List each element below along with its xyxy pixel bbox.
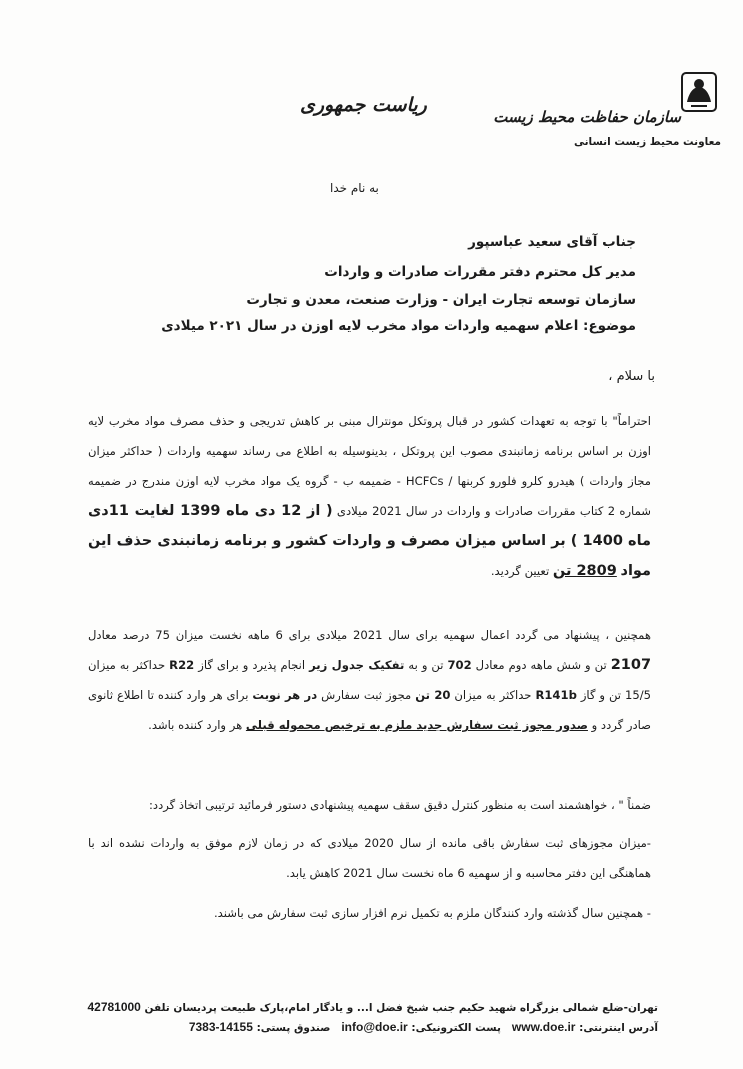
- letter-subject: موضوع: اعلام سهمیه واردات مواد مخرب لایه اوزن در سال ۲۰۲۱ میلادی: [161, 318, 636, 334]
- footer-address: [87, 1000, 658, 1014]
- addressee-organization: سازمان توسعه تجارت ایران - وزارت صنعت، معدن و تجارت: [246, 292, 636, 308]
- proposal-second-half-amount: 702: [447, 658, 472, 672]
- r141b-amount: 20 تن: [415, 688, 451, 702]
- proposal-table-ref: تفکیک جدول زیر: [309, 658, 405, 672]
- presidency-title: ریاست جمهوری: [300, 94, 427, 116]
- addressee-title: مدیر کل محترم دفتر مقررات صادرات و واردات: [324, 264, 636, 280]
- proposal-text-9: هر وارد کننده باشد.: [148, 718, 243, 732]
- proposal-first-half-amount: 2107: [610, 657, 652, 673]
- footer-website[interactable]: www.doe.ir: [511, 1020, 576, 1034]
- proposal-text-8: برای هر وارد کننده تا اطلاع ثانوی صادر گردد و: [88, 688, 651, 732]
- proposal-text-7: مجوز ثبت سفارش: [321, 688, 412, 702]
- proposal-text-1: همچنین ، پیشنهاد می گردد اعمال سهمیه برای سال 2021 میلادی برای 6 ماهه نخست میزان 75 درصد معادل: [88, 628, 651, 642]
- paragraph-quota-end: تعیین گردید.: [490, 564, 550, 578]
- proposal-text-2: تن و شش ماهه دوم معادل: [475, 658, 607, 672]
- footer-phone: 42781000: [87, 1000, 141, 1014]
- bename-heading: به نام خدا: [330, 181, 379, 195]
- paragraph-quota: [88, 406, 651, 586]
- footer-email[interactable]: info@doe.ir: [341, 1020, 408, 1034]
- salutation: با سلام ،: [608, 369, 655, 384]
- gas-r22: R22: [169, 658, 195, 672]
- proposal-text-6: حداکثر به میزان: [454, 688, 532, 702]
- proposal-per-batch: در هر نوبت: [252, 688, 318, 702]
- paragraph-request: ضمناً " ، خواهشمند است به منظور کنترل دقیق سقف سهمیه پیشنهادی دستور فرمائید ترتیبی اتخاذ گردد:: [149, 798, 651, 812]
- footer-pobox-label: صندوق پستی:: [256, 1022, 331, 1034]
- paragraph-quota-period: ( از 12 دی ماه 1399 لغایت 11دی ماه 1400 ) بر اساس میزان مصرف و واردات کشور و برنامه زمانبندی حذف این مواد: [88, 503, 651, 579]
- proposal-text-4: انجام پذیرد و برای گاز: [198, 658, 306, 672]
- paragraph-remaining-permits: -میزان مجوزهای ثبت سفارش باقی مانده از سال 2020 میلادی که در زمان لازم موفق به واردات نشده اند با هماهنگی این دفتر محاسبه و از سهمیه 6 ماه نخست سال 2021 کاهش یابد.: [88, 836, 651, 880]
- paragraph-proposal: [88, 620, 651, 740]
- paragraph-quota-text: احتراماً" با توجه به تعهدات کشور در قبال پروتکل مونترال مبنی بر کاهش تدریجی و حذف مصرف مواد مخرب لایه اوزن بر اساس برنامه زمانبندی مصوب این پروتکل ، بدینوسیله به اطلاع می رساند سهمیه واردات ( حداکثر میزان مجاز واردات ) هیدرو کلرو فلورو کربنها / HCFCs - ضمیمه ب - گروه یک مواد مخرب لایه اوزن مندرج در ضمیمه شماره 2 کتاب مقررات صادرات و واردات در سال 2021 میلادی: [88, 414, 651, 518]
- proposal-text-3: تن و به: [408, 658, 444, 672]
- footer-email-label: پست الکترونیکی:: [411, 1022, 501, 1034]
- doe-emblem-icon: [681, 72, 717, 112]
- gas-r141b: R141b: [535, 688, 577, 702]
- footer-pobox: 14155-7383: [188, 1020, 253, 1034]
- addressee-name: جناب آقای سعید عباسپور: [468, 234, 636, 250]
- footer-contacts: [120, 1020, 658, 1034]
- quota-amount: 2809 تن: [552, 563, 617, 579]
- proposal-text-5: حداکثر به میزان 15/5 تن و گاز: [88, 658, 652, 702]
- org-name: سازمان حفاظت محیط زیست: [493, 108, 681, 126]
- proposal-condition: صدور مجوز ثبت سفارش جدید ملزم به ترخیص محموله قبلی: [245, 718, 588, 732]
- org-deputy: معاونت محیط زیست انسانی: [573, 136, 721, 148]
- paragraph-importers: - همچنین سال گذشته وارد کنندگان ملزم به تکمیل نرم افزار سازی ثبت سفارش می باشند.: [213, 906, 651, 920]
- footer-web-label: آدرس اینترنتی:: [579, 1022, 658, 1034]
- footer-address-text: تهران-ضلع شمالی بزرگراه شهید حکیم جنب شیخ فضل ا... و یادگار امام،پارک طبیعت پردیسان تلفن: [144, 1002, 658, 1014]
